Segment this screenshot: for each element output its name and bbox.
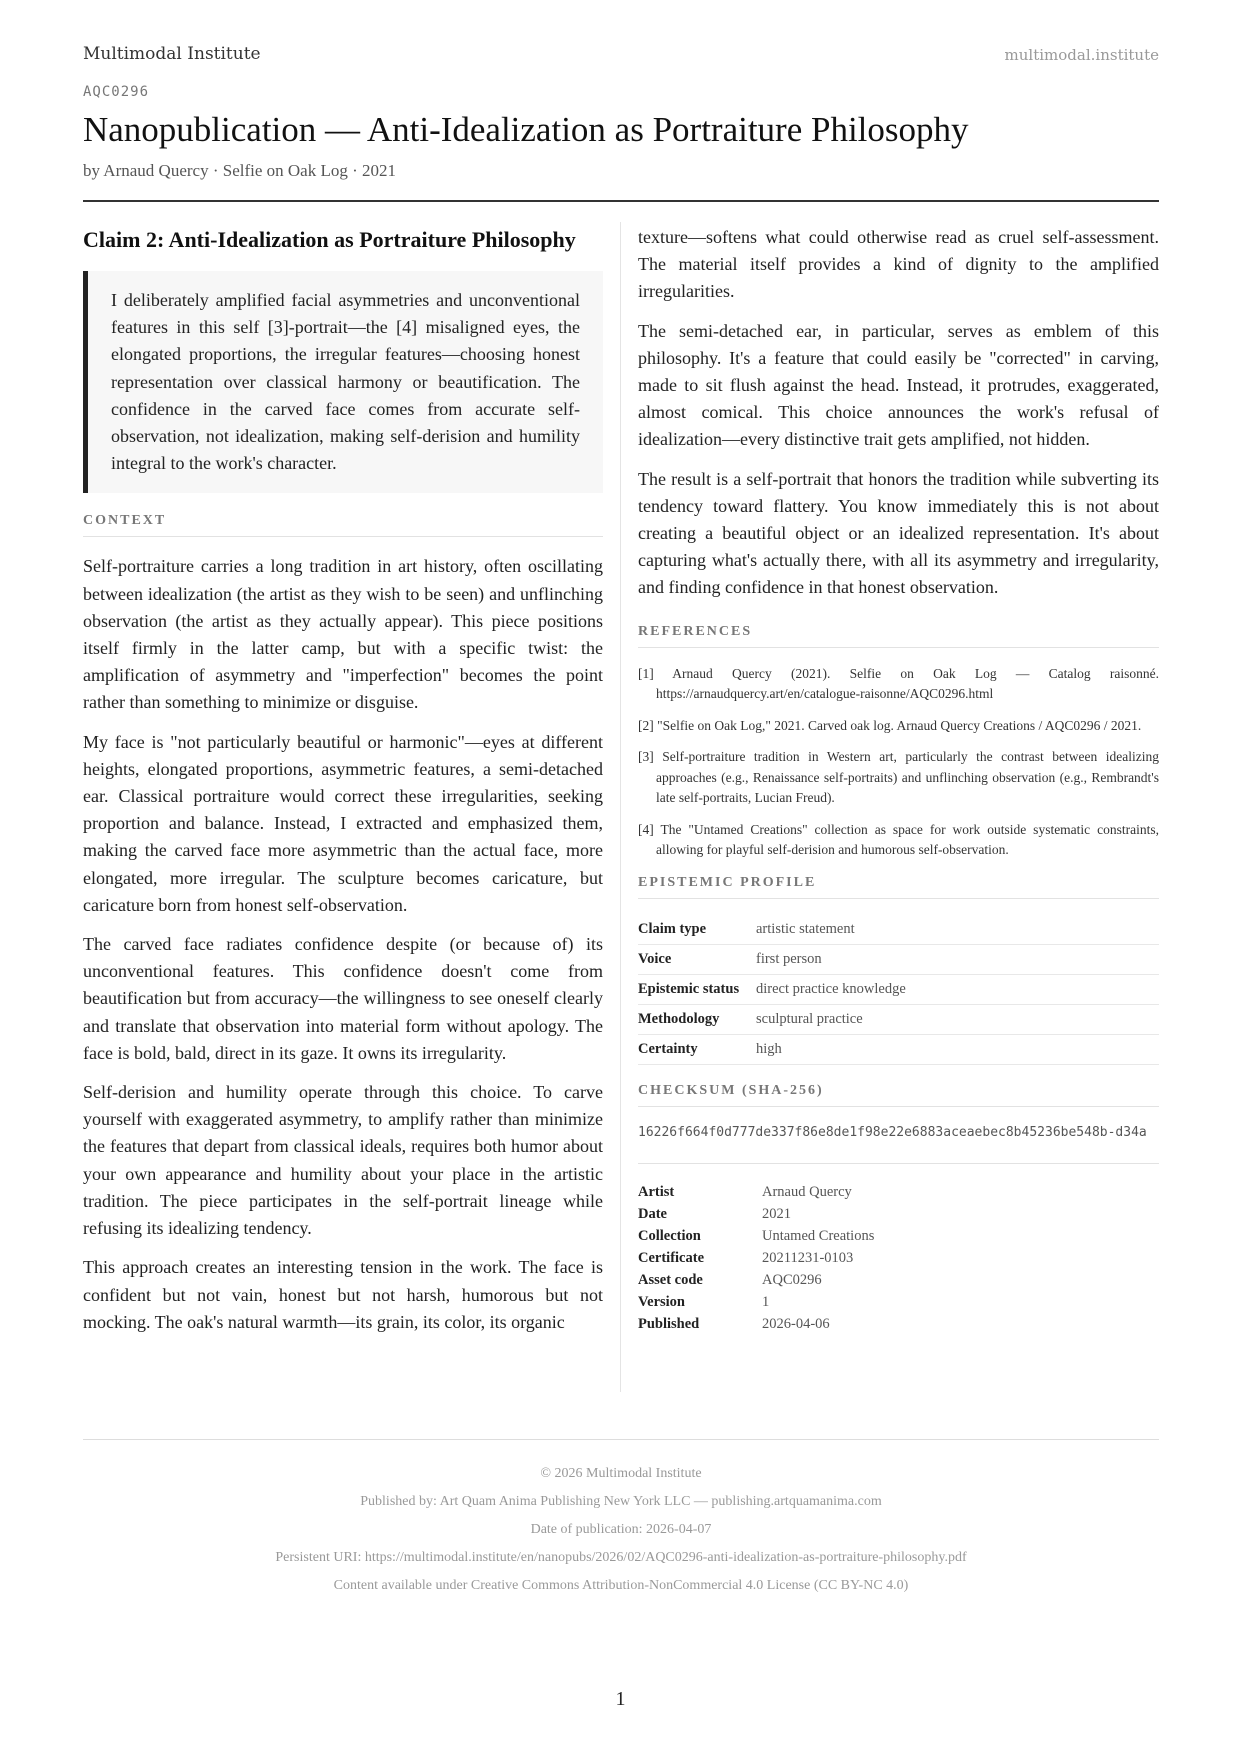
table-row xyxy=(638,1182,874,1204)
checksum-heading: CHECKSUM (SHA-256) xyxy=(638,1083,1159,1107)
table-row xyxy=(638,1004,1159,1034)
page-number: 1 xyxy=(615,1688,626,1710)
row-value: 20211231-0103 xyxy=(762,1250,854,1267)
brand-name: Multimodal Institute xyxy=(83,44,261,64)
context-paragraph: texture—softens what could otherwise read as cruel self-assessment. The material itself provides a kind of dignity to the amplified irregularities. xyxy=(638,227,1159,302)
row-key: Certificate xyxy=(638,1250,705,1267)
references-heading: REFERENCES xyxy=(638,624,1159,648)
checksum-value: 16226f664f0d777de337f86e8de1f98e22e6883aceaebec8b45236be548b-d34a xyxy=(638,1123,1159,1164)
footer xyxy=(83,1460,1159,1600)
context-heading: CONTEXT xyxy=(83,513,603,537)
row-value: Arnaud Quercy xyxy=(762,1184,852,1201)
table-row xyxy=(638,1314,874,1336)
claim-quote: I deliberately amplified facial asymmetries and unconventional features in this self [3]-portrait—the [4] misaligned eyes, the elongated proportions, the irregular features—choosing honest representation over classical harmony or beautification. The confidence in the carved face comes from accurate self-observation, not idealization, making self-derision and humility integral to the work's character. xyxy=(83,271,603,493)
footer-license: Content available under Creative Commons Attribution-NonCommercial 4.0 License (CC BY-NC 4.0) xyxy=(333,1578,909,1593)
footer-publisher: Published by: Art Quam Anima Publishing New York LLC — publishing.artquamanima.com xyxy=(360,1494,882,1509)
page-title: Nanopublication — Anti-Idealization as Portraiture Philosophy xyxy=(83,110,969,149)
context-paragraph: Self-derision and humility operate through this choice. To carve yourself with exaggerated asymmetry, to amplify rather than minimize the features that depart from classical ideals, requires both humor about your own appearance and humility about your place in the artistic tradition. The piece participates in the self-portrait lineage while refusing its idealizing tendency. xyxy=(83,1082,603,1239)
epistemic-heading: EPISTEMIC PROFILE xyxy=(638,875,1159,899)
epistemic-table xyxy=(638,915,1159,1065)
table-row xyxy=(638,1034,1159,1064)
row-key: Certainty xyxy=(638,1034,756,1064)
table-row xyxy=(638,1292,874,1314)
column-divider xyxy=(620,222,621,1392)
table-row xyxy=(638,1270,874,1292)
context-paragraph: This approach creates an interesting tension in the work. The face is confident but not vain, honest but not harsh, humorous but not mocking. The oak's natural warmth—its grain, its color, its organic xyxy=(83,1257,603,1332)
row-value: high xyxy=(756,1034,1159,1064)
top-bar xyxy=(83,44,1159,68)
row-value: Untamed Creations xyxy=(762,1228,875,1245)
metadata-table xyxy=(638,1182,874,1336)
table-row xyxy=(638,1204,874,1226)
row-value: 2026-04-06 xyxy=(762,1316,830,1333)
context-paragraph: The carved face radiates confidence despite (or because of) its unconventional features. This confidence doesn't come from beautification but from accuracy—the willingness to see oneself clearly and translate that observation into material form without apology. The face is bold, bald, direct in its gaze. It owns its irregularity. xyxy=(83,934,603,1063)
table-row xyxy=(638,1248,874,1270)
reference-item: [1] Arnaud Quercy (2021). Selfie on Oak Log — Catalog raisonné. https://arnaudquercy.art/en/catalogue-raisonne/AQC0296.html xyxy=(638,665,1159,702)
reference-item: [3] Self-portraiture tradition in Western art, particularly the contrast between idealizing approaches (e.g., Renaissance self-portraits) and unflinching observation (e.g., Rembrandt's late self-portraits, Lucian Freud). xyxy=(638,749,1159,806)
byline: by Arnaud Quercy · Selfie on Oak Log · 2021 xyxy=(83,161,397,180)
table-row xyxy=(638,1226,874,1248)
references-list xyxy=(638,664,1159,861)
row-key: Date xyxy=(638,1206,667,1223)
row-value: first person xyxy=(756,944,1159,974)
row-value: sculptural practice xyxy=(756,1004,1159,1034)
left-column xyxy=(83,224,603,1348)
reference-item: [4] The "Untamed Creations" collection as space for work outside systematic constraints, allowing for playful self-derision and humorous self-observation. xyxy=(638,821,1159,858)
right-column xyxy=(638,224,1159,1336)
row-key: Published xyxy=(638,1316,700,1333)
row-value: 1 xyxy=(762,1294,770,1311)
row-value: direct practice knowledge xyxy=(756,974,1159,1004)
row-value: 2021 xyxy=(762,1206,791,1223)
table-row xyxy=(638,974,1159,1004)
row-key: Artist xyxy=(638,1184,675,1201)
row-key: Version xyxy=(638,1294,685,1311)
footer-pubdate: Date of publication: 2026-04-07 xyxy=(530,1522,712,1537)
row-key: Claim type xyxy=(638,915,756,945)
context-paragraph: Self-portraiture carries a long tradition in art history, often oscillating between idealization (the artist as they wish to be seen) and unflinching observation (the artist as they actually appear). This piece positions itself firmly in the latter camp, but with a specific twist: the amplification of asymmetry and "imperfection" becomes the point rather than something to minimize or disguise. xyxy=(83,556,603,713)
context-paragraph: The semi-detached ear, in particular, serves as emblem of this philosophy. It's a feature that could easily be "corrected" in carving, made to sit flush against the head. Instead, it protrudes, exaggerated, almost comical. This choice announces the work's refusal of idealization—every distinctive trait gets amplified, not hidden. xyxy=(638,320,1159,450)
row-value: AQC0296 xyxy=(762,1272,822,1289)
reference-item: [2] "Selfie on Oak Log," 2021. Carved oak log. Arnaud Quercy Creations / AQC0296 / 2021. xyxy=(638,717,1142,733)
row-key: Epistemic status xyxy=(638,974,756,1004)
site-url: multimodal.institute xyxy=(1004,46,1159,64)
row-value: artistic statement xyxy=(756,915,1159,945)
header-rule xyxy=(83,200,1159,202)
claim-heading: Claim 2: Anti-Idealization as Portraiture Philosophy xyxy=(83,227,576,252)
footer-copyright: © 2026 Multimodal Institute xyxy=(540,1466,702,1481)
row-key: Asset code xyxy=(638,1272,703,1289)
context-paragraph: My face is "not particularly beautiful or harmonic"—eyes at different heights, elongated proportions, asymmetric features, a semi-detached ear. Classical portraiture would correct these irregularities, seeking proportion and balance. Instead, I extracted and emphasized them, making the carved face more asymmetric than the actual face, more elongated, more irregular. The sculpture becomes caricature, but caricature born from honest self-observation. xyxy=(83,731,603,915)
row-key: Voice xyxy=(638,944,756,974)
asset-code: AQC0296 xyxy=(83,84,150,100)
row-key: Methodology xyxy=(638,1004,756,1034)
footer-uri: Persistent URI: https://multimodal.institute/en/nanopubs/2026/02/AQC0296-anti-idealization-as-portraiture-philosophy.pdf xyxy=(275,1550,967,1565)
footer-rule xyxy=(83,1439,1159,1440)
table-row xyxy=(638,915,1159,945)
row-key: Collection xyxy=(638,1228,701,1245)
context-paragraph: The result is a self-portrait that honors the tradition while subverting its tendency toward flattery. You know immediately this is not about creating a beautiful object or an idealized representation. It's about capturing what's actually there, with all its asymmetry and irregularity, and finding confidence in that honest observation. xyxy=(638,468,1159,598)
table-row xyxy=(638,944,1159,974)
